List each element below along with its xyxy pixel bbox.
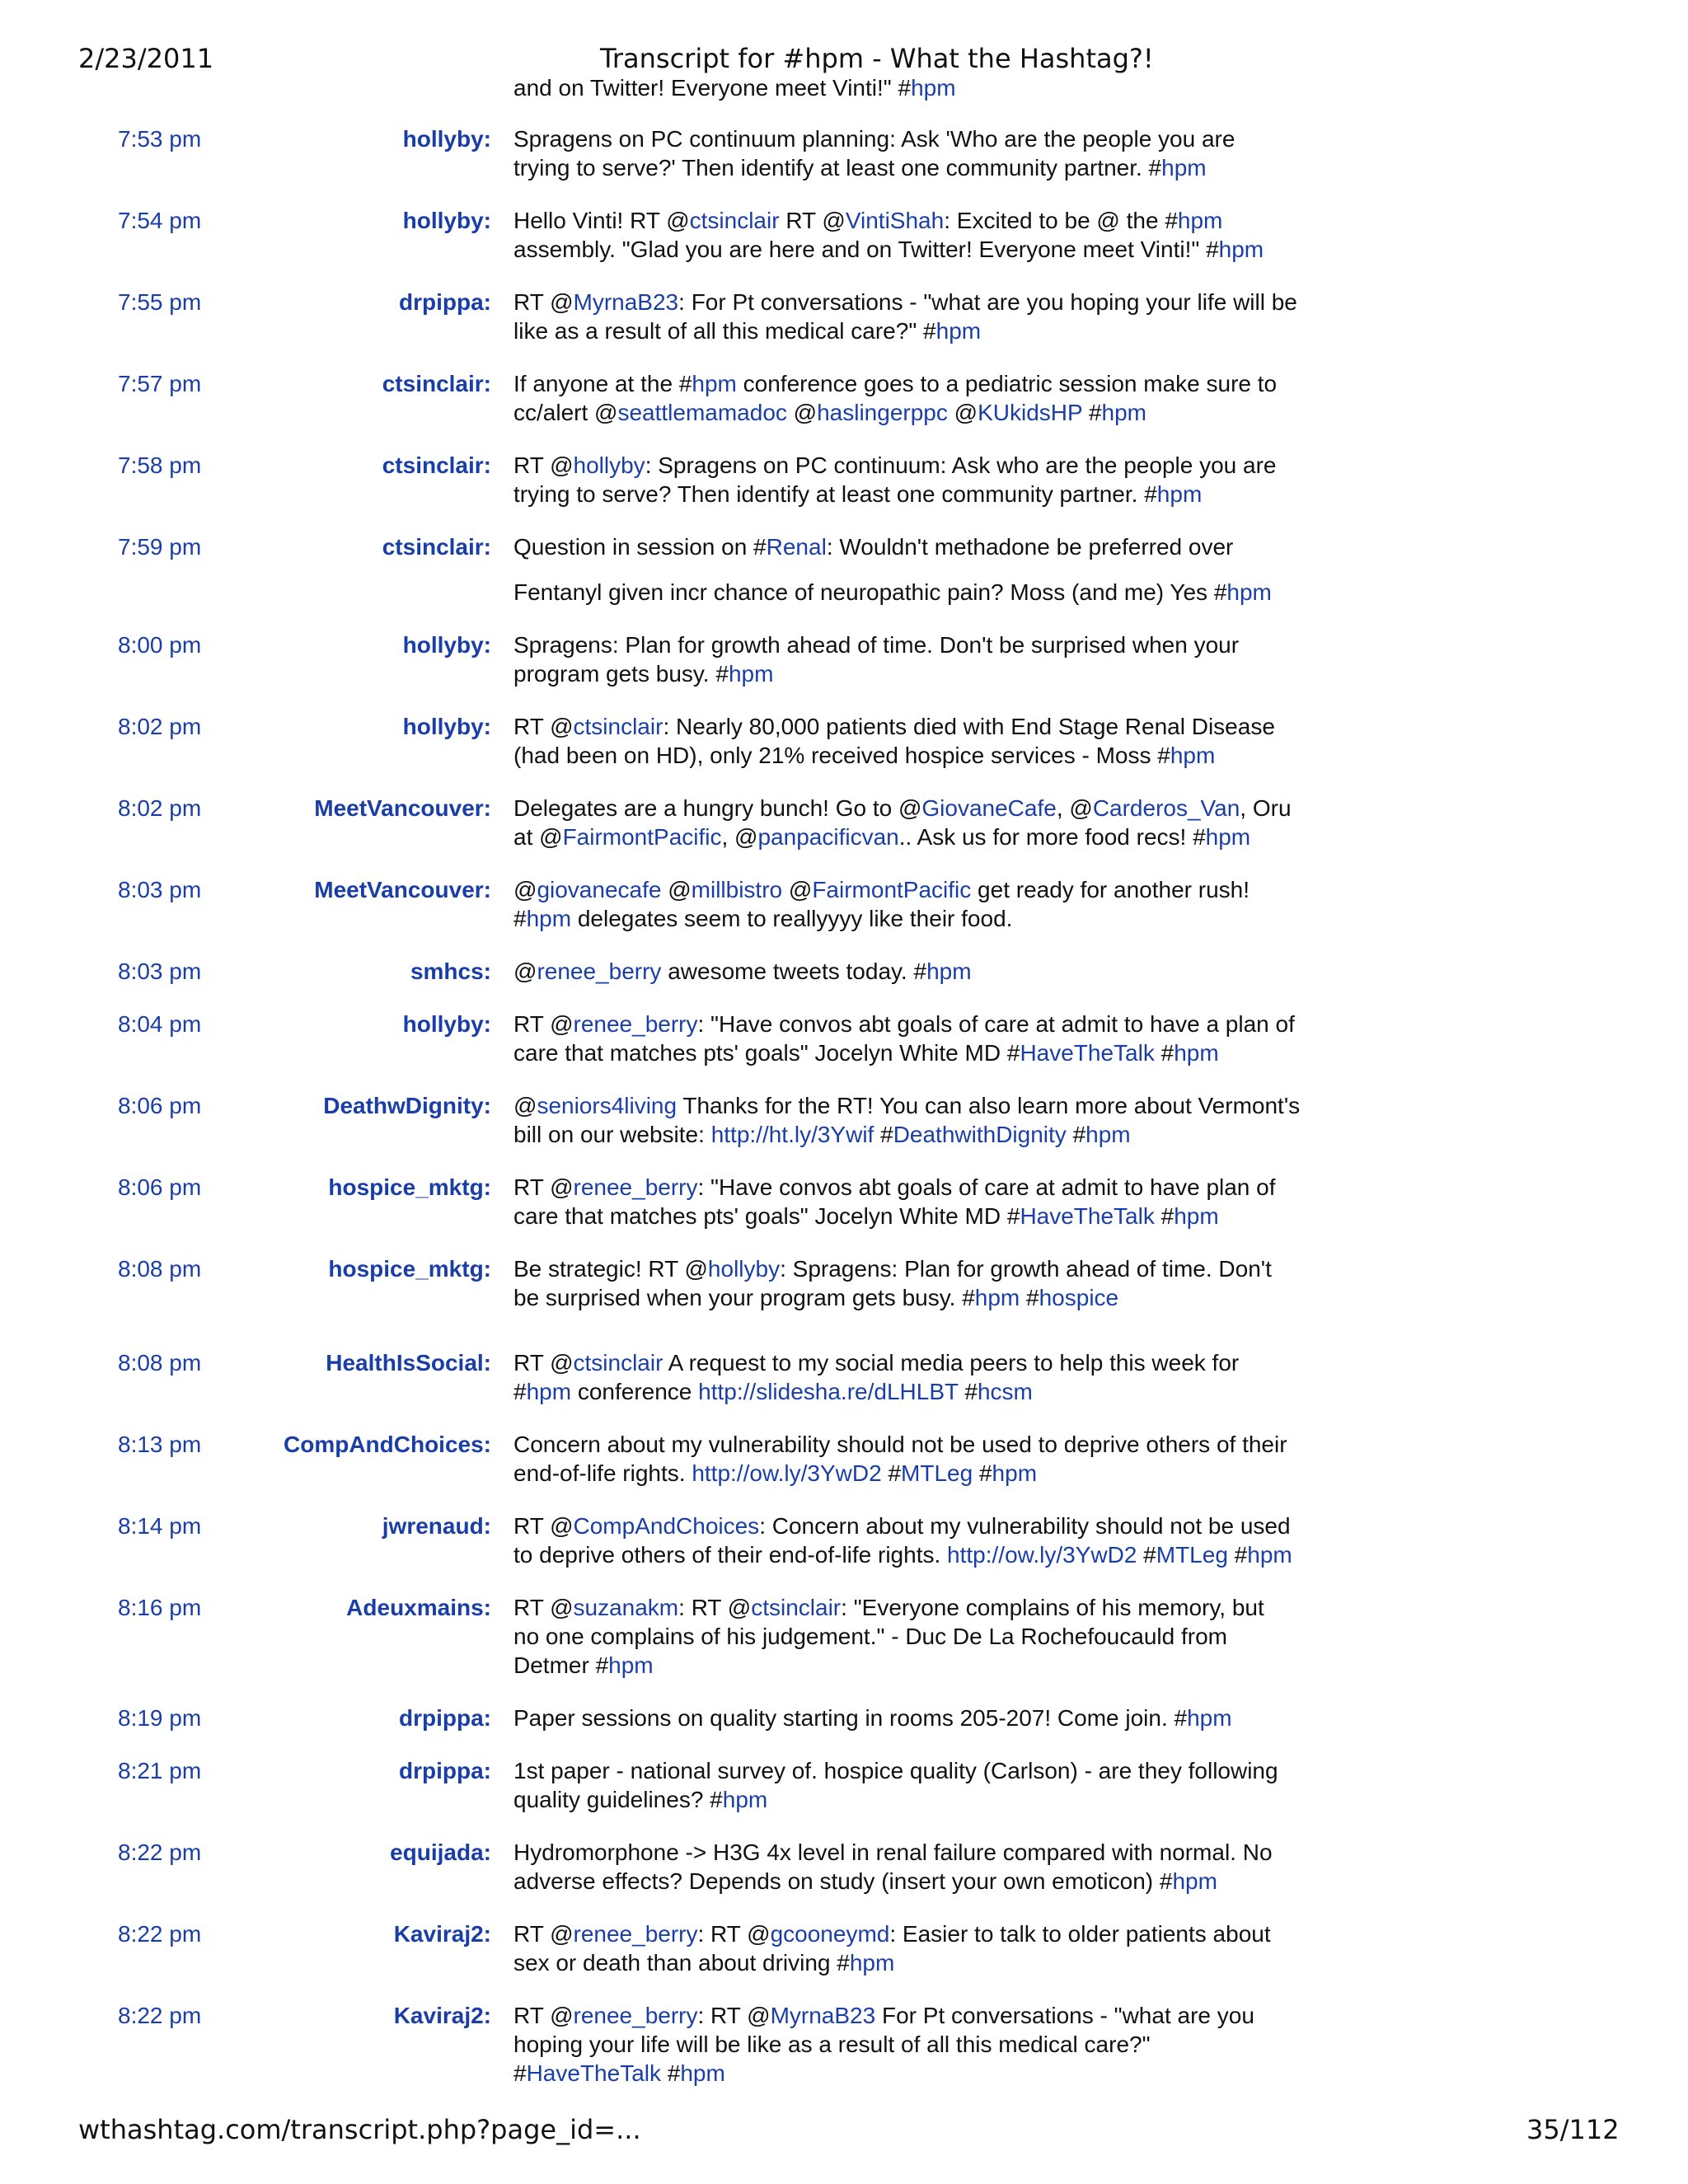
tweet-link[interactable]: hcsm bbox=[977, 1378, 1033, 1404]
tweet-username[interactable]: hospice_mktg: bbox=[328, 1255, 491, 1282]
tweet-link[interactable]: millbistro bbox=[691, 877, 783, 902]
tweet-text: : RT @ bbox=[697, 2002, 771, 2028]
tweet-link[interactable]: hpm bbox=[1174, 1039, 1219, 1066]
tweet-link[interactable]: seattlemamadoc bbox=[617, 400, 787, 425]
tweet-time[interactable]: 8:08 pm bbox=[118, 1255, 202, 1282]
tweet-row bbox=[0, 1010, 1688, 1068]
tweet-username[interactable]: hollyby: bbox=[402, 126, 491, 152]
tweet-time[interactable]: 7:59 pm bbox=[118, 534, 202, 560]
tweet-text: # bbox=[1137, 1541, 1156, 1568]
tweet-username[interactable]: hollyby: bbox=[402, 714, 491, 739]
tweet-username[interactable]: ctsinclair: bbox=[382, 371, 491, 396]
tweet-link[interactable]: DeathwithDignity bbox=[893, 1121, 1067, 1147]
tweet-text: .. Ask us for more food recs! # bbox=[898, 824, 1206, 850]
tweet-text: hoping your life will be like as a result of all this medical care?" bbox=[513, 2031, 1151, 2057]
tweet-text: : Wouldn't methadone be preferred over bbox=[826, 534, 1234, 560]
tweet-message bbox=[513, 206, 1346, 264]
tweet-link[interactable]: KUkidsHP bbox=[978, 400, 1083, 425]
tweet-text: @ bbox=[947, 400, 978, 425]
tweet-text: # bbox=[973, 1460, 992, 1486]
tweet-link[interactable]: hospice bbox=[1039, 1284, 1119, 1310]
tweet-text: bill on our website: bbox=[513, 1121, 711, 1147]
tweet-text: # bbox=[1154, 1202, 1175, 1229]
tweet-text: trying to serve?' Then identify at least one community partner. # bbox=[513, 155, 1162, 180]
tweet-link[interactable]: Renal bbox=[766, 534, 827, 560]
tweet-row bbox=[0, 1091, 1688, 1150]
tweet-text: trying to serve? Then identify at least one community partner. # bbox=[513, 481, 1157, 507]
tweet-text: care that matches pts' goals" Jocelyn White MD # bbox=[513, 1039, 1020, 1066]
tweet-row bbox=[0, 206, 1688, 265]
tweet-link[interactable]: MyrnaB23 bbox=[770, 2002, 876, 2028]
tweet-message bbox=[513, 1919, 1346, 1977]
tweet-message bbox=[513, 1756, 1346, 1814]
tweet-text: sex or death than about driving # bbox=[513, 1949, 850, 1975]
tweet-text: Paper sessions on quality starting in rooms 205-207! Come join. # bbox=[513, 1705, 1188, 1731]
tweet-text: RT @ bbox=[513, 452, 574, 478]
tweet-link[interactable]: HaveTheTalk bbox=[1020, 1202, 1155, 1229]
tweet-text: : For Pt conversations - "what are you hoping your life will be bbox=[678, 289, 1297, 315]
tweet-username[interactable]: hollyby: bbox=[402, 632, 491, 658]
tweet-time[interactable]: 8:04 pm bbox=[118, 1010, 202, 1037]
tweet-text: 1st paper - national survey of. hospice quality (Carlson) - are they following bbox=[513, 1757, 1278, 1783]
tweet-username[interactable]: ctsinclair: bbox=[382, 534, 491, 560]
tweet-message bbox=[513, 288, 1346, 345]
tweet-link[interactable]: hpm bbox=[1187, 1705, 1232, 1731]
tweet-row bbox=[0, 1704, 1688, 1733]
tweet-time[interactable]: 8:06 pm bbox=[118, 1092, 202, 1118]
tweet-time[interactable]: 8:16 pm bbox=[118, 1594, 202, 1620]
tweet-text: Thanks for the RT! You can also learn more about Vermont's bbox=[677, 1092, 1301, 1118]
tweet-text: conference goes to a pediatric session make sure to bbox=[736, 371, 1278, 396]
tweet-username[interactable]: drpippa: bbox=[399, 289, 491, 315]
tweet-link[interactable]: ctsinclair bbox=[751, 1594, 842, 1620]
tweet-link[interactable]: VintiShah bbox=[845, 208, 945, 233]
tweet-username[interactable]: smhcs: bbox=[410, 958, 491, 984]
tweet-time[interactable]: 7:57 pm bbox=[118, 371, 202, 396]
tweet-text: Delegates are a hungry bunch! Go to @ bbox=[513, 795, 922, 821]
tweet-username[interactable]: drpippa: bbox=[399, 1757, 491, 1783]
tweet-text: For Pt conversations - "what are you bbox=[875, 2002, 1254, 2028]
tweet-link[interactable]: hpm bbox=[1174, 1202, 1219, 1229]
footer-url: wthashtag.com/transcript.php?page_id=... bbox=[78, 2114, 641, 2145]
tweet-link[interactable]: hpm bbox=[849, 1949, 895, 1975]
tweet-time[interactable]: 7:53 pm bbox=[118, 126, 202, 152]
tweet-link[interactable]: hollyby bbox=[573, 452, 645, 478]
tweet-time[interactable]: 8:02 pm bbox=[118, 795, 202, 821]
tweet-link[interactable]: gcooneymd bbox=[770, 1920, 890, 1947]
tweet-link[interactable]: hpm bbox=[1226, 579, 1272, 605]
tweet-text: If anyone at the # bbox=[513, 371, 692, 396]
tweet-username[interactable]: Kaviraj2: bbox=[393, 2002, 491, 2028]
tweet-text: at @ bbox=[513, 824, 563, 850]
tweet-link[interactable]: hpm bbox=[526, 1378, 572, 1404]
tweet-link[interactable]: http://ow.ly/3YwD2 bbox=[692, 1460, 882, 1486]
tweet-username[interactable]: ctsinclair: bbox=[382, 452, 491, 478]
tweet-message bbox=[513, 1010, 1346, 1067]
tweet-text: like as a result of all this medical care?" # bbox=[513, 318, 936, 344]
tweet-message bbox=[513, 1348, 1346, 1406]
tweet-row bbox=[0, 1838, 1688, 1896]
tweet-link[interactable]: giovanecafe bbox=[537, 877, 662, 902]
tweet-text: Hydromorphone -> H3G 4x level in renal failure compared with normal. No bbox=[513, 1839, 1273, 1865]
tweet-username[interactable]: drpippa: bbox=[399, 1705, 491, 1731]
tweet-time[interactable]: 8:03 pm bbox=[118, 877, 202, 902]
tweet-message bbox=[513, 124, 1346, 182]
tweet-time[interactable]: 8:22 pm bbox=[118, 1839, 202, 1865]
tweet-link[interactable]: http://slidesha.re/dLHLBT bbox=[698, 1378, 959, 1404]
tweet-text: , @ bbox=[721, 824, 758, 850]
tweet-link[interactable]: hpm bbox=[608, 1652, 654, 1678]
tweet-text: RT @ bbox=[513, 2002, 574, 2028]
tweet-time[interactable]: 8:14 pm bbox=[118, 1512, 202, 1539]
tweet-text: program gets busy. # bbox=[513, 661, 729, 687]
tweet-username[interactable]: Adeuxmains: bbox=[346, 1594, 491, 1620]
tweet-link[interactable]: HaveTheTalk bbox=[526, 2060, 661, 2086]
tweet-link[interactable]: CompAndChoices bbox=[573, 1512, 760, 1539]
tweet-link[interactable]: haslingerppc bbox=[817, 400, 948, 425]
tweet-text: get ready for another rush! bbox=[971, 877, 1250, 902]
tweet-text: : Spragens on PC continuum: Ask who are the people you are bbox=[645, 452, 1277, 478]
tweet-text: # bbox=[881, 1460, 902, 1486]
tweet-text: @ bbox=[661, 877, 692, 902]
tweet-text: # bbox=[874, 1121, 893, 1147]
tweet-text: conference bbox=[571, 1378, 699, 1404]
tweet-link[interactable]: hollyby bbox=[707, 1255, 781, 1282]
tweet-username[interactable]: MeetVancouver: bbox=[314, 877, 491, 902]
tweet-link[interactable]: hpm bbox=[1170, 743, 1216, 768]
tweet-row bbox=[0, 1919, 1688, 1978]
tweet-username[interactable]: HealthIsSocial: bbox=[326, 1349, 491, 1376]
tweet-text: Detmer # bbox=[513, 1652, 609, 1678]
tweet-row bbox=[0, 1756, 1688, 1815]
tweet-link[interactable]: hpm bbox=[1172, 1868, 1217, 1894]
tweet-link[interactable]: hpm bbox=[692, 371, 737, 396]
tweet-link[interactable]: Carderos_Van bbox=[1092, 795, 1240, 821]
print-date: 2/23/2011 bbox=[78, 43, 214, 74]
tweet-row bbox=[0, 630, 1688, 689]
tweet-text: adverse effects? Depends on study (insert your own emoticon) # bbox=[513, 1868, 1173, 1894]
tweet-text: # bbox=[513, 2060, 527, 2086]
tweet-text: @ bbox=[513, 1092, 537, 1118]
tweet-row bbox=[0, 1173, 1688, 1231]
tweet-link[interactable]: ctsinclair bbox=[573, 1349, 663, 1376]
continuation-text bbox=[513, 75, 956, 101]
tweet-link[interactable]: MTLeg bbox=[1156, 1541, 1228, 1568]
tweet-link[interactable]: renee_berry bbox=[537, 958, 662, 984]
tweet-text: Hello Vinti! RT @ bbox=[513, 208, 690, 233]
tweet-text: cc/alert @ bbox=[513, 400, 618, 425]
tweet-link[interactable]: hpm bbox=[1247, 1541, 1292, 1568]
tweet-link[interactable]: hpm bbox=[1177, 208, 1223, 233]
tweet-time[interactable]: 8:22 pm bbox=[118, 2002, 202, 2028]
tweet-row bbox=[0, 369, 1688, 428]
tweet-text: # bbox=[513, 906, 527, 931]
tweet-link[interactable]: hpm bbox=[1156, 481, 1203, 507]
tweet-row bbox=[0, 875, 1688, 934]
tweet-text: # bbox=[1227, 1541, 1248, 1568]
tweet-link[interactable]: renee_berry bbox=[573, 2002, 698, 2028]
tweet-time[interactable]: 8:02 pm bbox=[118, 714, 202, 739]
tweet-username[interactable]: CompAndChoices: bbox=[284, 1431, 491, 1457]
tweet-link[interactable]: hpm bbox=[1161, 155, 1207, 180]
tweet-text: Concern about my vulnerability should not be used to deprive others of their bbox=[513, 1431, 1287, 1457]
tweet-link[interactable]: hpm bbox=[526, 906, 572, 931]
tweet-text: awesome tweets today. # bbox=[661, 958, 927, 984]
tweet-row bbox=[0, 288, 1688, 346]
tweet-text: @ bbox=[513, 877, 537, 902]
tweet-link[interactable]: http://ht.ly/3Ywif bbox=[710, 1121, 874, 1147]
tweet-row bbox=[0, 451, 1688, 509]
tweet-time[interactable]: 8:08 pm bbox=[118, 1349, 202, 1376]
tweet-message bbox=[513, 1704, 1346, 1732]
tweet-time[interactable]: 7:55 pm bbox=[118, 289, 202, 315]
tweet-time[interactable]: 8:03 pm bbox=[118, 958, 202, 984]
tweet-link[interactable]: MTLeg bbox=[901, 1460, 973, 1486]
tweet-link[interactable]: renee_berry bbox=[573, 1174, 698, 1200]
tweet-text: assembly. "Glad you are here and on Twitter! Everyone meet Vinti!" # bbox=[513, 237, 1219, 262]
tweet-link[interactable]: GiovaneCafe bbox=[921, 795, 1057, 821]
tweet-link[interactable]: suzanakm bbox=[573, 1594, 679, 1620]
tweet-text: delegates seem to reallyyyy like their food. bbox=[571, 906, 1013, 931]
tweet-link[interactable]: MyrnaB23 bbox=[573, 289, 679, 315]
tweet-text: A request to my social media peers to help this week for bbox=[663, 1349, 1240, 1376]
tweet-message bbox=[513, 712, 1346, 770]
tweet-text: , Oru bbox=[1240, 795, 1292, 821]
tweet-text: : "Everyone complains of his memory, but bbox=[841, 1594, 1264, 1620]
tweet-message bbox=[513, 451, 1346, 509]
tweet-message bbox=[513, 875, 1346, 933]
tweet-row bbox=[0, 1348, 1688, 1407]
tweet-link[interactable]: FairmontPacific bbox=[812, 877, 972, 902]
tweet-message bbox=[513, 1430, 1346, 1488]
tweet-row bbox=[0, 2001, 1688, 2089]
tweet-link[interactable]: hpm bbox=[926, 958, 972, 984]
tweet-message bbox=[513, 1511, 1346, 1569]
tweet-message bbox=[513, 369, 1346, 427]
tweet-text: : "Have convos abt goals of care at admit to have a plan of bbox=[697, 1010, 1295, 1037]
tweet-text: and on Twitter! Everyone meet Vinti!" # bbox=[513, 75, 912, 101]
page-number: 35/112 bbox=[1526, 2114, 1620, 2145]
tweet-link[interactable]: hpm bbox=[1085, 1121, 1131, 1147]
tweet-message bbox=[513, 2001, 1346, 2088]
tweet-time[interactable]: 8:13 pm bbox=[118, 1431, 202, 1457]
tweet-text: quality guidelines? # bbox=[513, 1786, 723, 1812]
tweet-text: , @ bbox=[1056, 795, 1093, 821]
tweet-link[interactable]: hpm bbox=[1101, 400, 1146, 425]
tweet-message bbox=[513, 957, 1346, 986]
tweet-row bbox=[0, 1254, 1688, 1313]
tweet-text: : "Have convos abt goals of care at admit to have plan of bbox=[697, 1174, 1276, 1200]
page-title: Transcript for #hpm - What the Hashtag?! bbox=[600, 43, 1154, 74]
tweet-text: end-of-life rights. bbox=[513, 1460, 692, 1486]
tweet-link[interactable]: hpm bbox=[722, 1786, 768, 1812]
tweet-username[interactable]: jwrenaud: bbox=[382, 1512, 491, 1539]
tweet-text: RT @ bbox=[779, 208, 846, 233]
tweet-text: : RT @ bbox=[678, 1594, 752, 1620]
tweet-list bbox=[0, 124, 1688, 2102]
tweet-username[interactable]: hollyby: bbox=[402, 208, 491, 233]
tweet-text: Spragens on PC continuum planning: Ask 'Who are the people you are bbox=[513, 126, 1236, 152]
tweet-text: RT @ bbox=[513, 1349, 574, 1376]
tweet-text: : Concern about my vulnerability should not be used bbox=[759, 1512, 1291, 1539]
tweet-text: RT @ bbox=[513, 1010, 574, 1037]
tweet-username[interactable]: DeathwDignity: bbox=[323, 1092, 491, 1118]
tweet-message bbox=[513, 1173, 1346, 1230]
tweet-link[interactable]: hpm bbox=[935, 318, 982, 344]
tweet-text: Question in session on # bbox=[513, 534, 767, 560]
tweet-time[interactable]: 7:54 pm bbox=[118, 208, 202, 233]
tweet-text: be surprised when your program gets busy. # bbox=[513, 1284, 975, 1310]
tweet-text: (had been on HD), only 21% received hospice services - Moss # bbox=[513, 743, 1170, 768]
tweet-username[interactable]: hollyby: bbox=[402, 1010, 491, 1037]
tweet-text: to deprive others of their end-of-life rights. bbox=[513, 1541, 948, 1568]
tweet-text: : Nearly 80,000 patients died with End Stage Renal Disease bbox=[663, 714, 1275, 739]
tweet-row bbox=[0, 957, 1688, 987]
tweet-text: @ bbox=[513, 958, 537, 984]
tweet-row bbox=[0, 794, 1688, 852]
tweet-link[interactable]: renee_berry bbox=[573, 1920, 698, 1947]
tweet-message bbox=[513, 794, 1346, 851]
tweet-link[interactable]: panpacificvan bbox=[757, 824, 899, 850]
tweet-text: care that matches pts' goals" Jocelyn White MD # bbox=[513, 1202, 1020, 1229]
tweet-text: RT @ bbox=[513, 1920, 574, 1947]
tweet-username[interactable]: MeetVancouver: bbox=[314, 795, 491, 821]
tweet-link[interactable]: ctsinclair bbox=[689, 208, 780, 233]
tweet-link[interactable]: hpm bbox=[680, 2060, 725, 2086]
tweet-row bbox=[0, 1593, 1688, 1681]
tweet-link[interactable]: hpm bbox=[974, 1284, 1020, 1310]
tweet-text: # bbox=[958, 1378, 978, 1404]
tweet-time[interactable]: 8:19 pm bbox=[118, 1705, 202, 1731]
tweet-text: # bbox=[1082, 400, 1102, 425]
tweet-text: : Easier to talk to older patients about bbox=[889, 1920, 1271, 1947]
tweet-link[interactable]: hpm bbox=[1205, 824, 1251, 850]
tweet-time[interactable]: 7:58 pm bbox=[118, 452, 202, 478]
tweet-link[interactable]: renee_berry bbox=[573, 1010, 698, 1037]
tweet-row bbox=[0, 124, 1688, 183]
tweet-link[interactable]: ctsinclair bbox=[573, 714, 663, 739]
tweet-link[interactable]: hpm bbox=[1218, 237, 1264, 262]
tweet-username[interactable]: equijada: bbox=[390, 1839, 491, 1865]
tweet-row bbox=[0, 1430, 1688, 1488]
tweet-message bbox=[513, 1254, 1346, 1312]
tweet-text: Fentanyl given incr chance of neuropathic pain? Moss (and me) Yes # bbox=[513, 579, 1227, 605]
tweet-text: RT @ bbox=[513, 1594, 574, 1620]
tweet-text: : Excited to be @ the # bbox=[944, 208, 1178, 233]
tweet-text: # bbox=[660, 2060, 681, 2086]
tweet-text: @ bbox=[786, 400, 818, 425]
tweet-text: : RT @ bbox=[697, 1920, 771, 1947]
tweet-text: Be strategic! RT @ bbox=[513, 1255, 708, 1282]
tweet-link[interactable]: FairmontPacific bbox=[562, 824, 722, 850]
tweet-message bbox=[513, 1091, 1346, 1149]
tweet-text: no one complains of his judgement." - Duc De La Rochefoucauld from bbox=[513, 1623, 1227, 1649]
tweet-link[interactable]: hpm bbox=[992, 1460, 1038, 1486]
tweet-text: # bbox=[1066, 1121, 1086, 1147]
tweet-link[interactable]: seniors4living bbox=[537, 1092, 678, 1118]
tweet-text: Spragens: Plan for growth ahead of time. Don't be surprised when your bbox=[513, 632, 1240, 658]
tweet-time[interactable]: 8:06 pm bbox=[118, 1174, 202, 1200]
tweet-text: RT @ bbox=[513, 714, 574, 739]
tweet-time[interactable]: 8:21 pm bbox=[118, 1757, 202, 1783]
tweet-text: @ bbox=[782, 877, 813, 902]
tweet-username[interactable]: Kaviraj2: bbox=[393, 1920, 491, 1947]
tweet-text: RT @ bbox=[513, 289, 574, 315]
tweet-link[interactable]: http://ow.ly/3YwD2 bbox=[947, 1541, 1137, 1568]
tweet-username[interactable]: hospice_mktg: bbox=[328, 1174, 491, 1200]
tweet-message bbox=[513, 1838, 1346, 1896]
tweet-link[interactable]: hpm bbox=[728, 661, 774, 687]
tweet-link[interactable]: hpm bbox=[911, 75, 956, 101]
tweet-row bbox=[0, 532, 1688, 607]
tweet-row bbox=[0, 1511, 1688, 1570]
tweet-text: RT @ bbox=[513, 1512, 574, 1539]
tweet-text: # bbox=[513, 1378, 527, 1404]
tweet-text: # bbox=[1020, 1284, 1039, 1310]
tweet-message bbox=[513, 1593, 1346, 1680]
tweet-message bbox=[513, 532, 1346, 607]
tweet-text: RT @ bbox=[513, 1174, 574, 1200]
tweet-link[interactable]: HaveTheTalk bbox=[1020, 1039, 1155, 1066]
tweet-row bbox=[0, 712, 1688, 771]
tweet-text: # bbox=[1154, 1039, 1175, 1066]
tweet-text: : Spragens: Plan for growth ahead of time. Don't bbox=[780, 1255, 1272, 1282]
tweet-time[interactable]: 8:00 pm bbox=[118, 632, 202, 658]
tweet-message bbox=[513, 630, 1346, 688]
tweet-time[interactable]: 8:22 pm bbox=[118, 1920, 202, 1947]
